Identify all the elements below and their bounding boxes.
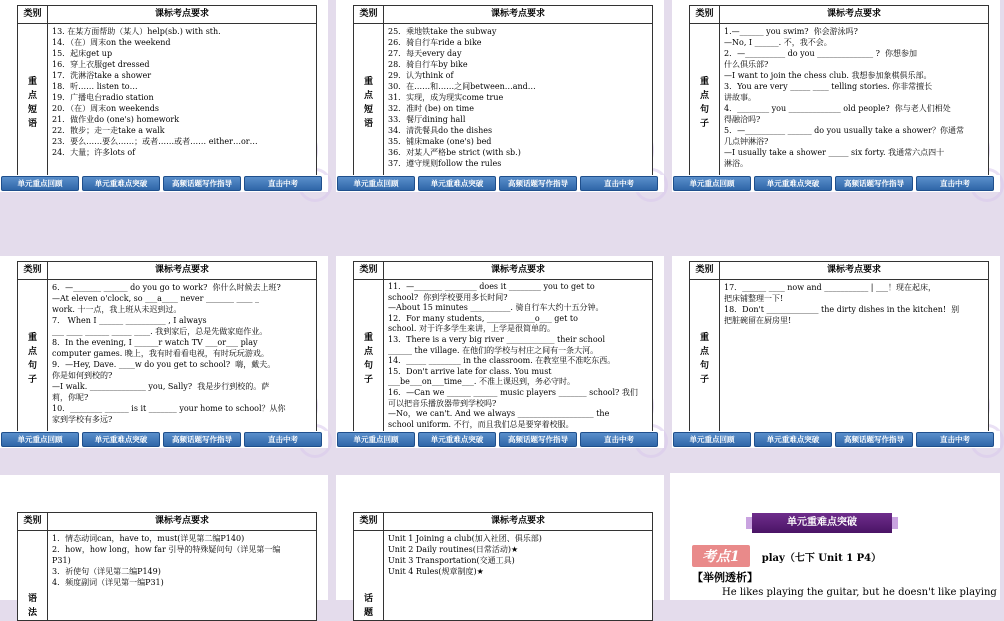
sentence-line: 6．—_______ ______ do you go to work? 你什么时候去上班? (52, 283, 281, 292)
sentence-line: ___be___on___time___. 不准上课迟到，务必守时。 (388, 377, 576, 387)
requirements-header: 课标考点要求 (48, 6, 317, 24)
requirements-table (353, 512, 653, 621)
category-char: 点 (699, 90, 709, 101)
phrase-line: 34．清洗餐具do the dishes (388, 126, 493, 135)
example-sentence: He likes playing the guitar, but he doesn't like playing (722, 587, 997, 598)
category-char: 短 (363, 104, 373, 115)
category-char: 句 (699, 104, 709, 115)
phrase-line: 30．在……和……之间between…and… (388, 82, 536, 91)
category-cell (18, 24, 48, 182)
content-cell (48, 280, 317, 438)
phrase-line: 32．准时 (be) on time (388, 104, 474, 113)
slide-6 (672, 256, 1000, 448)
nav-review-button[interactable]: 单元重点回顾 (337, 176, 415, 191)
nav-review-button[interactable]: 单元重点回顾 (673, 176, 751, 191)
slide-9 (670, 473, 1000, 600)
nav-bar (336, 175, 664, 192)
category-char: 重 (699, 332, 709, 343)
sentence-line: ______ the village. 在他们的学校与村庄之间有一条大河。 (388, 345, 599, 355)
sentence-line: 18．Don't _____________ the dirty dishes in the kitchen! 别 (724, 305, 960, 314)
grammar-line: 2．how，how long，how far 引导的特殊疑问句（详见第一编 (52, 545, 281, 554)
nav-breakthrough-button[interactable]: 单元重难点突破 (754, 176, 832, 191)
sentence-line: 10．________ ______ is it _______ your home to school？从你 (52, 404, 286, 413)
category-cell (18, 531, 48, 621)
phrase-line: 21．做作业do (one's) homework (52, 115, 180, 124)
sentence-line: 把脏碗留在厨房里! (724, 316, 792, 325)
category-cell (690, 280, 720, 438)
requirements-header: 课标考点要求 (384, 513, 653, 531)
phrase-line: 25．乘地铁take the subway (388, 27, 497, 36)
category-header: 类别 (690, 262, 720, 280)
sentence-line: ___ ____ ______ _____ ____. 我到家后，总是先做家庭作业。 (52, 327, 268, 336)
phrase-line: 15．起床get up (52, 49, 113, 58)
requirements-table (17, 261, 317, 438)
sentence-line: 2．—__________ do you ______________ ? 你想参加 (724, 49, 918, 58)
nav-writing-button[interactable]: 高频话题写作指导 (499, 432, 577, 447)
category-char: 点 (363, 346, 373, 357)
phrase-line: 13. 在某方面帮助（某人）help(sb.) with sth. (52, 27, 221, 36)
phrase-line: 26．骑自行车ride a bike (388, 38, 482, 47)
sentence-line: —About 15 minutes __________. 骑自行车大约十五分钟。 (388, 303, 604, 313)
sentence-line: —No，we can't. And we always ___________________ the (388, 409, 610, 419)
phrase-line: 33．餐厅dining hall (388, 115, 466, 124)
sentence-line: 8．In the evening, I ______r watch TV ___or___ play (52, 338, 258, 347)
requirements-table (353, 5, 653, 182)
sentence-line: 莉，你呢? (52, 393, 89, 402)
nav-writing-button[interactable]: 高频话题写作指导 (163, 432, 241, 447)
category-cell (690, 24, 720, 182)
requirements-header: 课标考点要求 (384, 6, 653, 24)
nav-exam-button[interactable]: 直击中考 (916, 176, 994, 191)
category-char: 子 (699, 118, 709, 129)
slide-1 (0, 0, 328, 192)
sentence-line: 4．________ you _____________ old people? 你与老人们相处 (724, 104, 951, 113)
sentence-line: 14．_____ ________ in the classroom. 在教室里不准吃东西。 (388, 356, 616, 366)
phrase-line: 31．实现，成为现实come true (388, 93, 504, 102)
requirements-table (353, 261, 653, 438)
nav-writing-button[interactable]: 高频话题写作指导 (163, 176, 241, 191)
nav-bar (0, 431, 328, 448)
category-char: 子 (699, 374, 709, 385)
phrase-line: 16．穿上衣服get dressed (52, 60, 150, 69)
content-cell (48, 24, 317, 182)
grammar-line: 4．频度副词（详见第一编P31) (52, 578, 164, 587)
nav-review-button[interactable]: 单元重点回顾 (673, 432, 751, 447)
content-cell (48, 531, 317, 621)
sentence-line: 淋浴。 (724, 159, 748, 168)
content-cell (384, 531, 653, 621)
slide-3 (672, 0, 1000, 192)
category-char: 句 (27, 360, 37, 371)
topic-line: Unit 3 Transportation(交通工具) (388, 556, 515, 565)
sentence-line: 7． When I ______ __________ , I always (52, 316, 207, 325)
requirements-table (17, 5, 317, 182)
nav-review-button[interactable]: 单元重点回顾 (1, 176, 79, 191)
sentence-line: 17．______ ____ now and ___________ | ___！现在起床， (724, 283, 936, 292)
category-header: 类别 (18, 513, 48, 531)
sentence-line: 12．For many students, ____________o___ get to (388, 313, 578, 323)
nav-bar (672, 175, 1000, 192)
category-char: 点 (699, 346, 709, 357)
key-point-row (692, 545, 881, 567)
category-header: 类别 (354, 6, 384, 24)
phrase-line: 22．散步；走一走take a walk (52, 126, 165, 135)
requirements-header: 课标考点要求 (48, 513, 317, 531)
category-header: 类别 (18, 6, 48, 24)
nav-writing-button[interactable]: 高频话题写作指导 (499, 176, 577, 191)
phrase-line: 24．大量；许多lots of (52, 148, 136, 157)
topic-line: Unit 1 Joining a club(加入社团、俱乐部) (388, 534, 542, 543)
sentence-line: 你是如何到校的? (52, 371, 113, 380)
phrase-line: 17．洗淋浴take a shower (52, 71, 152, 80)
category-char: 语 (27, 118, 37, 129)
nav-writing-button[interactable]: 高频话题写作指导 (835, 432, 913, 447)
phrase-line: 19．广播电台radio station (52, 93, 154, 102)
phrase-line: 18．听…… listen to… (52, 82, 138, 91)
content-cell (720, 24, 989, 182)
requirements-table (689, 5, 989, 182)
section-banner: 单元重难点突破 (752, 513, 892, 533)
category-char: 语 (27, 594, 37, 604)
category-cell (354, 531, 384, 621)
requirements-header: 课标考点要求 (720, 6, 989, 24)
category-char: 点 (363, 90, 373, 101)
category-char: 句 (363, 360, 373, 371)
content-cell (384, 280, 653, 438)
nav-exam-button[interactable]: 直击中考 (580, 176, 658, 191)
example-label: 【举例透析】 (692, 571, 758, 584)
phrase-line: 20．（在）周末on weekends (52, 104, 159, 113)
category-cell (354, 280, 384, 438)
content-cell (384, 24, 653, 182)
category-char: 子 (363, 374, 373, 385)
sentence-line: 1.—______ you swim? 你会游泳吗? (724, 27, 858, 36)
sentence-line: 11．—_______ ________ does it ________ you to get to (388, 282, 595, 291)
category-char: 重 (27, 332, 37, 343)
sentence-line: 13．There is a very big river ____________ their school (388, 334, 606, 344)
grammar-line: P31) (52, 556, 71, 565)
topic-line: Unit 2 Daily routines(日常活动)★ (388, 545, 519, 554)
sentence-line: 家到学校有多远? (52, 415, 113, 424)
phrase-line: 36．对某人严格be strict (with sb.) (388, 148, 521, 157)
category-char: 句 (699, 360, 709, 371)
slide-2 (336, 0, 664, 192)
key-point-topic: play（七下 Unit 1 P4） (761, 552, 882, 564)
sentence-line: 几点钟淋浴? (724, 137, 769, 146)
sentence-line: 5．—__________ ______ do you usually take a shower？你通常 (724, 126, 964, 135)
category-cell (354, 24, 384, 182)
sentence-line: school uniform. 不行，而且我们总是要穿着校服。 (388, 419, 574, 429)
sentence-line: 16．—Can we ______ ______ music players _______ school? 我们 (388, 387, 638, 397)
nav-bar (672, 431, 1000, 448)
sentence-line: 9．—Hey, Dave. ____w do you get to school? 嗨，戴夫。 (52, 360, 276, 369)
key-point-badge: 考点1 (692, 545, 750, 567)
nav-breakthrough-button[interactable]: 单元重难点突破 (418, 432, 496, 447)
sentence-line: work. 十一点，我上班从未迟到过。 (52, 305, 182, 314)
category-char: 法 (27, 608, 37, 618)
sentence-line: computer games. 晚上，我有时看看电视，有时玩玩游戏。 (52, 349, 269, 358)
category-header: 类别 (354, 513, 384, 531)
sentence-line: 可以把音乐播放器带到学校吗? (388, 398, 497, 408)
sentence-line: 什么俱乐部? (724, 60, 769, 69)
category-header: 类别 (690, 6, 720, 24)
phrase-line: 28．骑自行车by bike (388, 60, 468, 69)
sentence-line: 得融洽吗? (724, 115, 761, 124)
phrase-line: 14．（在）周末on the weekend (52, 38, 171, 47)
requirements-header: 课标考点要求 (48, 262, 317, 280)
category-char: 重 (363, 76, 373, 87)
requirements-header: 课标考点要求 (384, 262, 653, 280)
sentence-line: —No, I ______. 不，我不会。 (724, 38, 832, 47)
topic-line: Unit 4 Rules(规章制度)★ (388, 567, 484, 576)
nav-bar (336, 431, 664, 448)
slide-7 (0, 475, 328, 618)
category-char: 语 (363, 118, 373, 129)
nav-breakthrough-button[interactable]: 单元重难点突破 (418, 176, 496, 191)
nav-exam-button[interactable]: 直击中考 (244, 176, 322, 191)
sentence-line: 讲故事。 (724, 93, 756, 102)
category-char: 重 (699, 76, 709, 87)
sentence-line: —I usually take a shower _____ six forty. 我通常六点四十 (724, 148, 945, 157)
nav-review-button[interactable]: 单元重点回顾 (337, 432, 415, 447)
sentence-line: —At eleven o'clock, so ___a____ never _______ ____ _ (52, 294, 260, 303)
sentence-line: 3．You are very _____ ____ telling stories. 你非常擅长 (724, 82, 933, 91)
nav-breakthrough-button[interactable]: 单元重难点突破 (82, 176, 160, 191)
nav-writing-button[interactable]: 高频话题写作指导 (835, 176, 913, 191)
grammar-line: 1．情态动词can，have to，must(详见第二编P140) (52, 534, 245, 543)
nav-bar (0, 175, 328, 192)
phrase-line: 37．遵守规则follow the rules (388, 159, 502, 168)
category-char: 话 (363, 594, 373, 604)
slide-8 (336, 475, 664, 618)
category-char: 子 (27, 374, 37, 385)
nav-breakthrough-button[interactable]: 单元重难点突破 (754, 432, 832, 447)
nav-exam-button[interactable]: 直击中考 (580, 432, 658, 447)
sentence-line: 15．Don't arrive late for class. You must (388, 366, 552, 376)
nav-exam-button[interactable]: 直击中考 (244, 432, 322, 447)
category-char: 重 (363, 332, 373, 343)
category-char: 点 (27, 90, 37, 101)
grammar-line: 3．祈使句（详见第二编P149) (52, 567, 161, 576)
requirements-table (689, 261, 989, 438)
category-cell (18, 280, 48, 438)
requirements-table (17, 512, 317, 621)
nav-exam-button[interactable]: 直击中考 (916, 432, 994, 447)
content-cell (720, 280, 989, 438)
phrase-line: 29．认为think of (388, 71, 454, 80)
nav-review-button[interactable]: 单元重点回顾 (1, 432, 79, 447)
category-header: 类别 (354, 262, 384, 280)
slide-5 (336, 256, 664, 448)
sentence-line: 把床铺整理一下! (724, 294, 784, 303)
sentence-line: school. 对于许多学生来讲，上学是很简单的。 (388, 324, 556, 334)
category-char: 点 (27, 346, 37, 357)
sentence-line: —I want to join the chess club. 我想参加象棋俱乐部。 (724, 71, 932, 80)
phrase-line: 27．每天every day (388, 49, 462, 58)
sentence-line: school? 你到学校要用多长时间? (388, 292, 508, 302)
requirements-header: 课标考点要求 (720, 262, 989, 280)
slide-4 (0, 256, 328, 448)
category-char: 题 (363, 608, 373, 618)
sentence-line: —I walk. ______________ you, Sally? 我是步行到校的。萨 (52, 382, 270, 391)
category-char: 短 (27, 104, 37, 115)
nav-breakthrough-button[interactable]: 单元重难点突破 (82, 432, 160, 447)
phrase-line: 35．铺床make (one's) bed (388, 137, 492, 146)
phrase-line: 23．要么……要么……；或者……或者…… either…or… (52, 137, 258, 146)
category-header: 类别 (18, 262, 48, 280)
category-char: 重 (27, 76, 37, 87)
